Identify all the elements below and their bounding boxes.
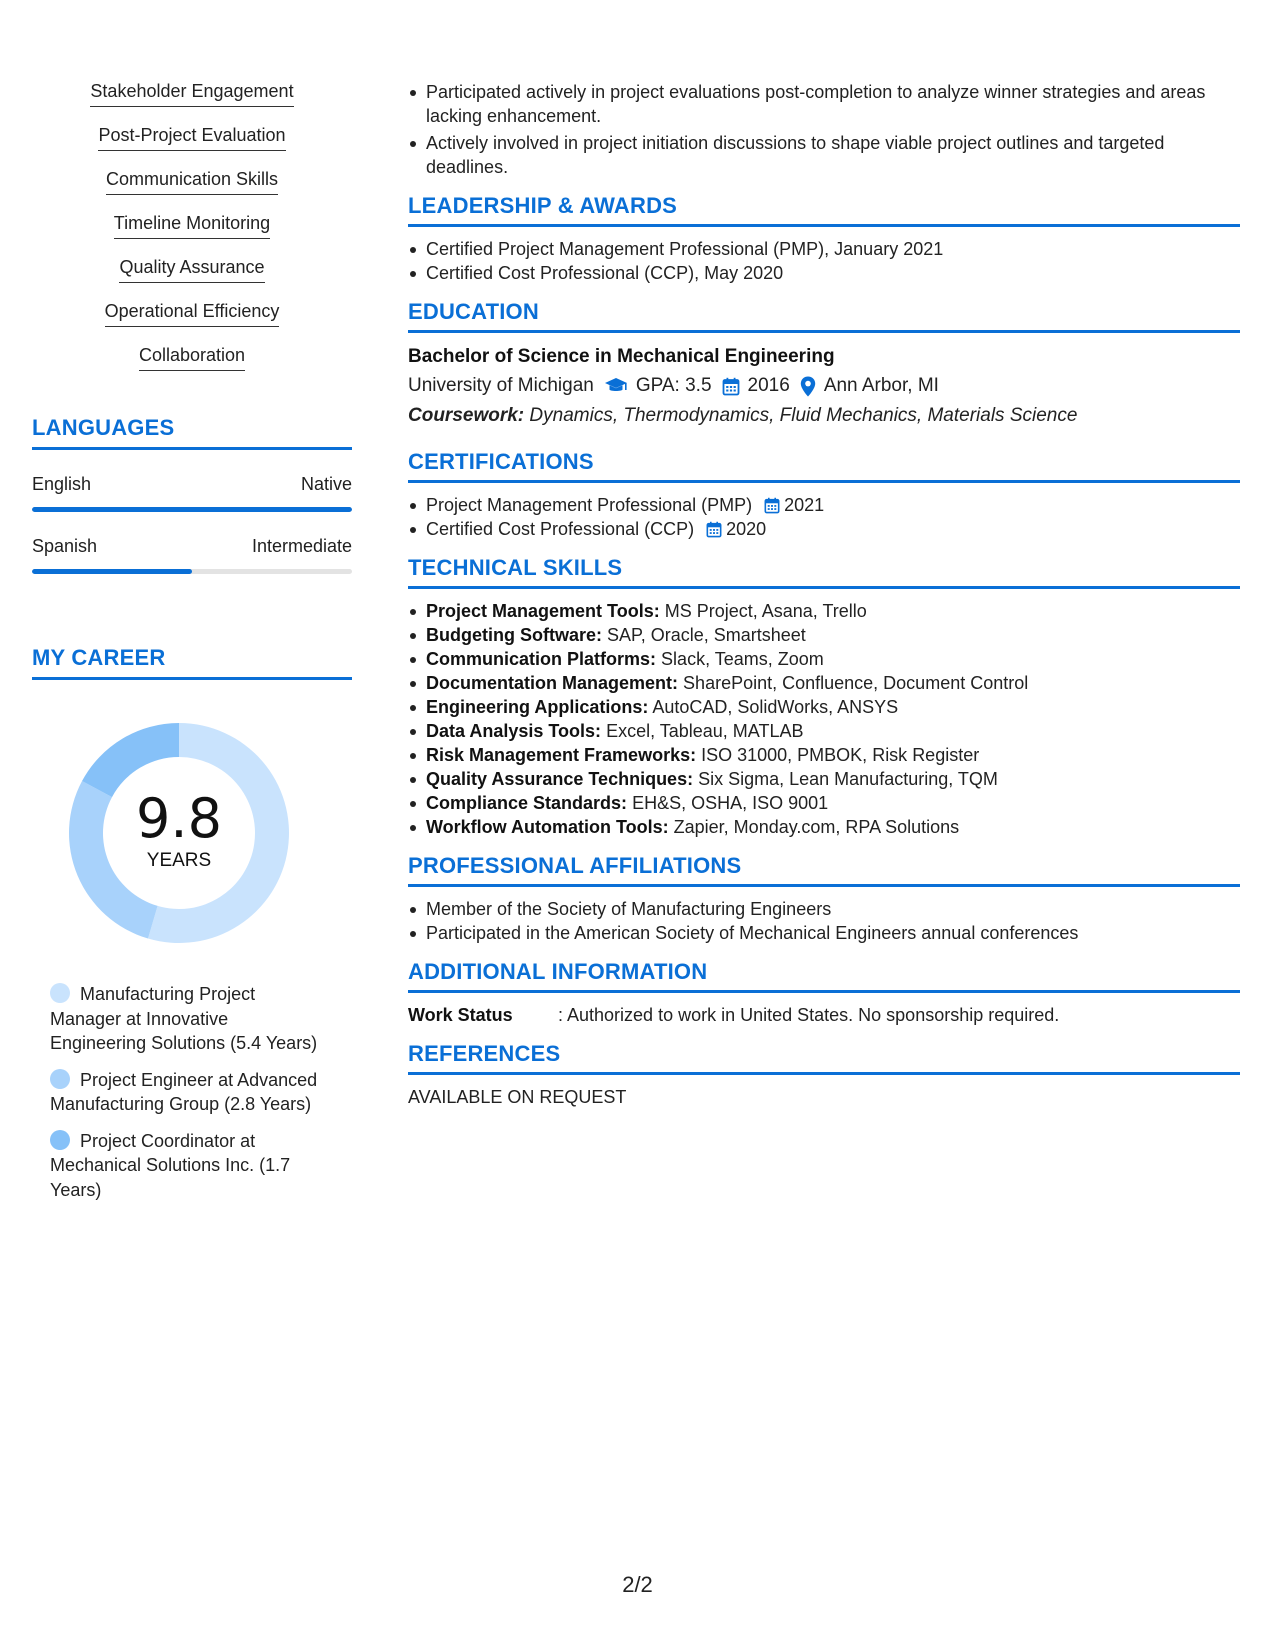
certification-name: Certified Cost Professional (CCP) <box>426 519 695 539</box>
location-pin-icon <box>800 376 816 397</box>
language-row <box>32 536 352 557</box>
work-status-label: Work Status <box>408 1005 513 1025</box>
skill-item: Stakeholder Engagement <box>90 80 293 107</box>
technical-skill-item <box>408 599 1240 623</box>
technical-skill-item <box>408 695 1240 719</box>
skill-value: SAP, Oracle, Smartsheet <box>607 625 806 645</box>
right-column <box>408 80 1240 1109</box>
technical-skill-item <box>408 671 1240 695</box>
skill-label: Workflow Automation Tools: <box>426 817 669 837</box>
leadership-list <box>408 237 1240 285</box>
language-bar-fill <box>32 507 352 512</box>
experience-bullets <box>408 80 1240 179</box>
work-status-row <box>408 1003 1240 1027</box>
language-bar <box>32 507 352 512</box>
career-heading: MY CAREER <box>32 645 352 680</box>
career-section <box>32 645 352 1214</box>
leadership-item: Certified Project Management Professional (PMP), January 2021 <box>408 237 1240 261</box>
coursework-label: Coursework: <box>408 405 525 426</box>
career-legend-item <box>50 1068 320 1117</box>
affiliations-heading: PROFESSIONAL AFFILIATIONS <box>408 853 1240 887</box>
affiliation-item: Participated in the American Society of Mechanical Engineers annual conferences <box>408 921 1240 945</box>
references-text: AVAILABLE ON REQUEST <box>408 1087 627 1107</box>
technical-skill-item <box>408 623 1240 647</box>
calendar-icon <box>706 521 722 538</box>
skill-value: Six Sigma, Lean Manufacturing, TQM <box>698 769 998 789</box>
skill-label: Documentation Management: <box>426 673 679 693</box>
additional-info-heading: ADDITIONAL INFORMATION <box>408 959 1240 993</box>
skill-label: Engineering Applications: <box>426 697 649 717</box>
references-heading: REFERENCES <box>408 1041 1240 1075</box>
skill-item: Post-Project Evaluation <box>98 124 285 151</box>
certifications-list <box>408 493 1240 541</box>
technical-skill-item <box>408 743 1240 767</box>
affiliation-item: Member of the Society of Manufacturing Engineers <box>408 897 1240 921</box>
affiliations-list <box>408 897 1240 945</box>
language-row <box>32 474 352 495</box>
additional-info-section <box>408 959 1240 1027</box>
education-heading: EDUCATION <box>408 299 1240 333</box>
coursework-value: Dynamics, Thermodynamics, Fluid Mechanics, Materials Science <box>529 405 1078 426</box>
technical-skill-item <box>408 719 1240 743</box>
work-status-value: : Authorized to work in United States. No sponsorship required. <box>558 1005 1060 1025</box>
certification-item <box>408 493 1240 517</box>
technical-skill-item <box>408 767 1240 791</box>
technical-skills-section <box>408 555 1240 839</box>
languages-section <box>32 415 352 574</box>
career-legend-label: Project Coordinator at Mechanical Solutions Inc. (1.7 Years) <box>50 1130 291 1200</box>
certification-year: 2020 <box>726 519 767 539</box>
skill-item: Collaboration <box>139 344 245 371</box>
left-column <box>32 80 352 574</box>
education-coursework <box>408 401 1240 431</box>
certification-name: Project Management Professional (PMP) <box>426 495 753 515</box>
legend-dot <box>50 983 70 1003</box>
leadership-item: Certified Cost Professional (CCP), May 2020 <box>408 261 1240 285</box>
skill-value: MS Project, Asana, Trello <box>664 601 867 621</box>
skills-list <box>32 80 352 388</box>
technical-skill-item <box>408 815 1240 839</box>
skill-label: Compliance Standards: <box>426 793 628 813</box>
career-donut <box>66 720 292 946</box>
language-bar-fill <box>32 569 192 574</box>
certifications-heading: CERTIFICATIONS <box>408 449 1240 483</box>
skill-value: SharePoint, Confluence, Document Control <box>683 673 1029 693</box>
education-location: Ann Arbor, MI <box>823 375 939 396</box>
language-level: Intermediate <box>251 536 352 556</box>
technical-skills-list <box>408 599 1240 839</box>
leadership-section <box>408 193 1240 285</box>
calendar-icon <box>764 497 780 514</box>
technical-skill-item <box>408 647 1240 671</box>
graduation-cap-icon <box>604 377 628 395</box>
skill-value: Excel, Tableau, MATLAB <box>606 721 804 741</box>
leadership-heading: LEADERSHIP & AWARDS <box>408 193 1240 227</box>
experience-bullet: Actively involved in project initiation discussions to shape viable project outlines and targeted deadlines. <box>408 131 1240 179</box>
skill-label: Data Analysis Tools: <box>426 721 602 741</box>
languages-heading: LANGUAGES <box>32 415 352 450</box>
certification-year: 2021 <box>784 495 825 515</box>
skill-value: AutoCAD, SolidWorks, ANSYS <box>652 697 899 717</box>
language-name: Spanish <box>32 536 98 556</box>
language-level: Native <box>300 474 352 494</box>
legend-dot <box>50 1069 70 1089</box>
education-year: 2016 <box>747 375 790 396</box>
skill-value: ISO 31000, PMBOK, Risk Register <box>701 745 980 765</box>
legend-dot <box>50 1130 70 1150</box>
skill-label: Communication Platforms: <box>426 649 657 669</box>
references-section <box>408 1041 1240 1109</box>
skill-item: Communication Skills <box>106 168 278 195</box>
career-legend-label: Project Engineer at Advanced Manufacturing Group (2.8 Years) <box>50 1069 318 1114</box>
career-legend-item <box>50 1129 320 1203</box>
education-school: University of Michigan <box>408 375 594 396</box>
technical-skills-heading: TECHNICAL SKILLS <box>408 555 1240 589</box>
career-legend <box>50 982 320 1202</box>
page-number: 2/2 <box>622 1572 653 1597</box>
skill-item: Timeline Monitoring <box>114 212 270 239</box>
skill-label: Risk Management Frameworks: <box>426 745 697 765</box>
language-name: English <box>32 474 92 494</box>
donut-center <box>66 720 292 946</box>
skill-item: Quality Assurance <box>119 256 264 283</box>
certifications-section <box>408 449 1240 541</box>
education-degree: Bachelor of Science in Mechanical Engineering <box>408 346 835 367</box>
calendar-icon <box>722 377 740 396</box>
language-bar <box>32 569 352 574</box>
skill-value: Slack, Teams, Zoom <box>661 649 824 669</box>
experience-bullet: Participated actively in project evaluations post-completion to analyze winner strategies and areas lacking enhancement. <box>408 80 1240 128</box>
skill-value: Zapier, Monday.com, RPA Solutions <box>673 817 960 837</box>
education-section <box>408 299 1240 431</box>
career-years-unit: YEARS <box>146 850 212 871</box>
education-gpa: GPA: 3.5 <box>635 375 712 396</box>
certification-item <box>408 517 1240 541</box>
skill-label: Budgeting Software: <box>426 625 602 645</box>
affiliations-section <box>408 853 1240 945</box>
skill-label: Quality Assurance Techniques: <box>426 769 694 789</box>
education-details <box>408 371 1240 401</box>
skill-value: EH&S, OSHA, ISO 9001 <box>632 793 829 813</box>
skill-label: Project Management Tools: <box>426 601 660 621</box>
technical-skill-item <box>408 791 1240 815</box>
skill-item: Operational Efficiency <box>105 300 280 327</box>
career-total-years: 9.8 <box>136 787 222 850</box>
career-legend-label: Manufacturing Project Manager at Innovative Engineering Solutions (5.4 Years) <box>50 984 318 1053</box>
career-legend-item <box>50 982 320 1056</box>
